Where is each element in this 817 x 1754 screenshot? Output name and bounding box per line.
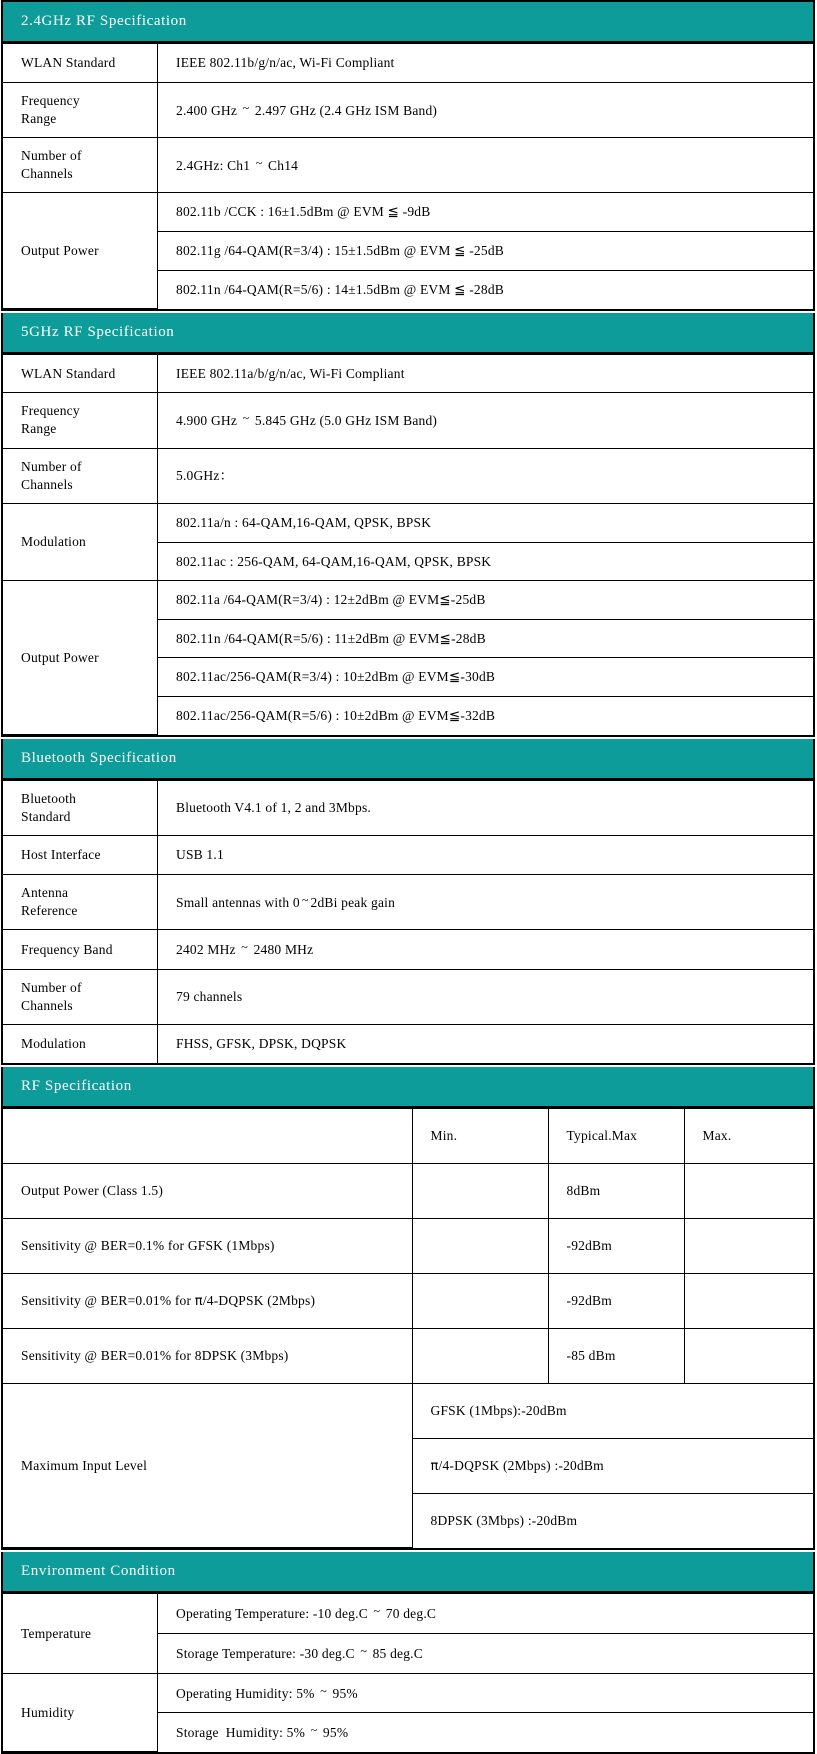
row-value-bt-modulation: FHSS, GFSK, DPSK, DQPSK [158,1025,814,1063]
row-value-output-power-11ac-34: 802.11ac/256-QAM(R=3/4) : 10±2dBm @ EVM≦-30dB [158,658,814,697]
row-label-antenna-reference: Antenna Reference [3,874,158,929]
row-value-storage-humidity: Storage Humidity: 5% ~ 95% [158,1713,814,1752]
row-label-output-power: Output Power [3,193,158,308]
row-label-wlan-standard: WLAN Standard [3,44,158,83]
row-label-number-of-channels: Number of Channels [3,138,158,193]
table-row [3,836,813,875]
row-value-host-interface: USB 1.1 [158,836,814,875]
column-header-typical-max: Typical.Max [548,1108,684,1163]
rf-typical-output-power: 8dBm [548,1163,684,1218]
row-value-modulation-11an: 802.11a/n : 64-QAM,16-QAM, QPSK, BPSK [158,504,814,543]
row-value-storage-temperature: Storage Temperature: -30 deg.C ~ 85 deg.C [158,1634,814,1674]
rf-min-output-power [412,1163,548,1218]
row-value-max-input-dqpsk: π/4-DQPSK (2Mbps) :-20dBm [412,1438,813,1493]
row-label-frequency-band: Frequency Band [3,930,158,970]
rf-max-sensitivity-8dpsk [684,1328,813,1383]
section-environment [1,1552,815,1754]
rf-min-sensitivity-8dpsk [412,1328,548,1383]
row-label-bt-number-of-channels: Number of Channels [3,969,158,1024]
table-row [3,780,813,835]
rf-parameter-sensitivity-dqpsk: Sensitivity @ BER=0.01% for π/4-DQPSK (2Mbps) [3,1273,412,1328]
table-row [3,874,813,929]
column-header-parameter [3,1108,412,1163]
rf-parameter-sensitivity-8dpsk: Sensitivity @ BER=0.01% for 8DPSK (3Mbps) [3,1328,412,1383]
table-row [3,1025,813,1063]
table-row [3,1273,813,1328]
row-value-frequency-band: 2402 MHz ~ 2480 MHz [158,930,814,970]
rf-max-output-power [684,1163,813,1218]
table-row [3,504,813,543]
rf-parameter-output-power: Output Power (Class 1.5) [3,1163,412,1218]
spec-table-rf [3,1108,813,1549]
spec-table-bluetooth [3,780,813,1063]
rf-max-sensitivity-gfsk [684,1218,813,1273]
row-value-output-power-11ac-56: 802.11ac/256-QAM(R=5/6) : 10±2dBm @ EVM≦-32dB [158,696,814,734]
table-row [3,1673,813,1713]
column-header-max: Max. [684,1108,813,1163]
row-label-host-interface: Host Interface [3,836,158,875]
section-title-environment: Environment Condition [3,1552,813,1593]
row-value-operating-humidity: Operating Humidity: 5% ~ 95% [158,1673,814,1713]
table-row [3,1163,813,1218]
table-row [3,930,813,970]
table-row [3,44,813,83]
rf-min-sensitivity-dqpsk [412,1273,548,1328]
section-title-wifi-5: 5GHz RF Specification [3,313,813,354]
table-row [3,82,813,137]
table-row [3,1594,813,1634]
rf-typical-sensitivity-dqpsk: -92dBm [548,1273,684,1328]
rf-min-sensitivity-gfsk [412,1218,548,1273]
table-row [3,193,813,232]
section-title-bluetooth: Bluetooth Specification [3,739,813,780]
row-value-output-power-11n: 802.11n /64-QAM(R=5/6) : 14±1.5dBm @ EVM ≦ -28dB [158,270,814,308]
row-label-bluetooth-standard: Bluetooth Standard [3,780,158,835]
column-header-min: Min. [412,1108,548,1163]
row-label-temperature: Temperature [3,1594,158,1673]
row-value-antenna-reference: Small antennas with 0 ~ 2dBi peak gain [158,874,814,929]
row-label-frequency-range: Frequency Range [3,82,158,137]
table-row [3,1328,813,1383]
row-value-number-of-channels: 2.4GHz: Ch1 ~ Ch14 [158,138,814,193]
section-bluetooth [1,739,815,1065]
rf-typical-sensitivity-gfsk: -92dBm [548,1218,684,1273]
row-value-output-power-11b: 802.11b /CCK : 16±1.5dBm @ EVM ≦ -9dB [158,193,814,232]
row-value-number-of-channels-5g: 5.0GHz： [158,448,814,503]
row-value-frequency-range-5g: 4.900 GHz ~ 5.845 GHz (5.0 GHz ISM Band) [158,393,814,448]
table-row [3,354,813,393]
row-label-maximum-input-level: Maximum Input Level [3,1383,412,1548]
row-value-wlan-standard-5g: IEEE 802.11a/b/g/n/ac, Wi-Fi Compliant [158,354,814,393]
spec-table-wifi-5 [3,354,813,735]
row-value-modulation-11ac: 802.11ac : 256-QAM, 64-QAM,16-QAM, QPSK, BPSK [158,542,814,581]
row-value-output-power-11n-5g: 802.11n /64-QAM(R=5/6) : 11±2dBm @ EVM≦-28dB [158,619,814,658]
row-value-frequency-range: 2.400 GHz ~ 2.497 GHz (2.4 GHz ISM Band) [158,82,814,137]
row-label-output-power-5g: Output Power [3,581,158,735]
row-value-operating-temperature: Operating Temperature: -10 deg.C ~ 70 deg.C [158,1594,814,1634]
rf-parameter-sensitivity-gfsk: Sensitivity @ BER=0.1% for GFSK (1Mbps) [3,1218,412,1273]
table-header-row [3,1108,813,1163]
row-value-output-power-11g: 802.11g /64-QAM(R=3/4) : 15±1.5dBm @ EVM ≦ -25dB [158,232,814,271]
table-row [3,581,813,620]
section-rf [1,1067,815,1551]
table-row [3,393,813,448]
table-row [3,1218,813,1273]
row-value-max-input-gfsk: GFSK (1Mbps):-20dBm [412,1383,813,1438]
rf-max-sensitivity-dqpsk [684,1273,813,1328]
row-label-wlan-standard-5g: WLAN Standard [3,354,158,393]
section-title-rf: RF Specification [3,1067,813,1108]
spec-table-wifi-24 [3,43,813,309]
row-label-modulation-5g: Modulation [3,504,158,581]
row-label-bt-modulation: Modulation [3,1025,158,1063]
row-label-humidity: Humidity [3,1673,158,1752]
row-value-output-power-11a: 802.11a /64-QAM(R=3/4) : 12±2dBm @ EVM≦-25dB [158,581,814,620]
row-label-frequency-range-5g: Frequency Range [3,393,158,448]
table-row [3,969,813,1024]
row-value-wlan-standard: IEEE 802.11b/g/n/ac, Wi-Fi Compliant [158,44,814,83]
section-wifi-24 [1,0,815,311]
row-value-max-input-8dpsk: 8DPSK (3Mbps) :-20dBm [412,1493,813,1548]
section-wifi-5 [1,313,815,737]
table-row [3,1383,813,1438]
row-label-number-of-channels-5g: Number of Channels [3,448,158,503]
spec-table-environment [3,1593,813,1752]
row-value-bt-number-of-channels: 79 channels [158,969,814,1024]
table-row [3,138,813,193]
section-title-wifi-24: 2.4GHz RF Specification [3,2,813,43]
row-value-bluetooth-standard: Bluetooth V4.1 of 1, 2 and 3Mbps. [158,780,814,835]
table-row [3,448,813,503]
rf-typical-sensitivity-8dpsk: -85 dBm [548,1328,684,1383]
